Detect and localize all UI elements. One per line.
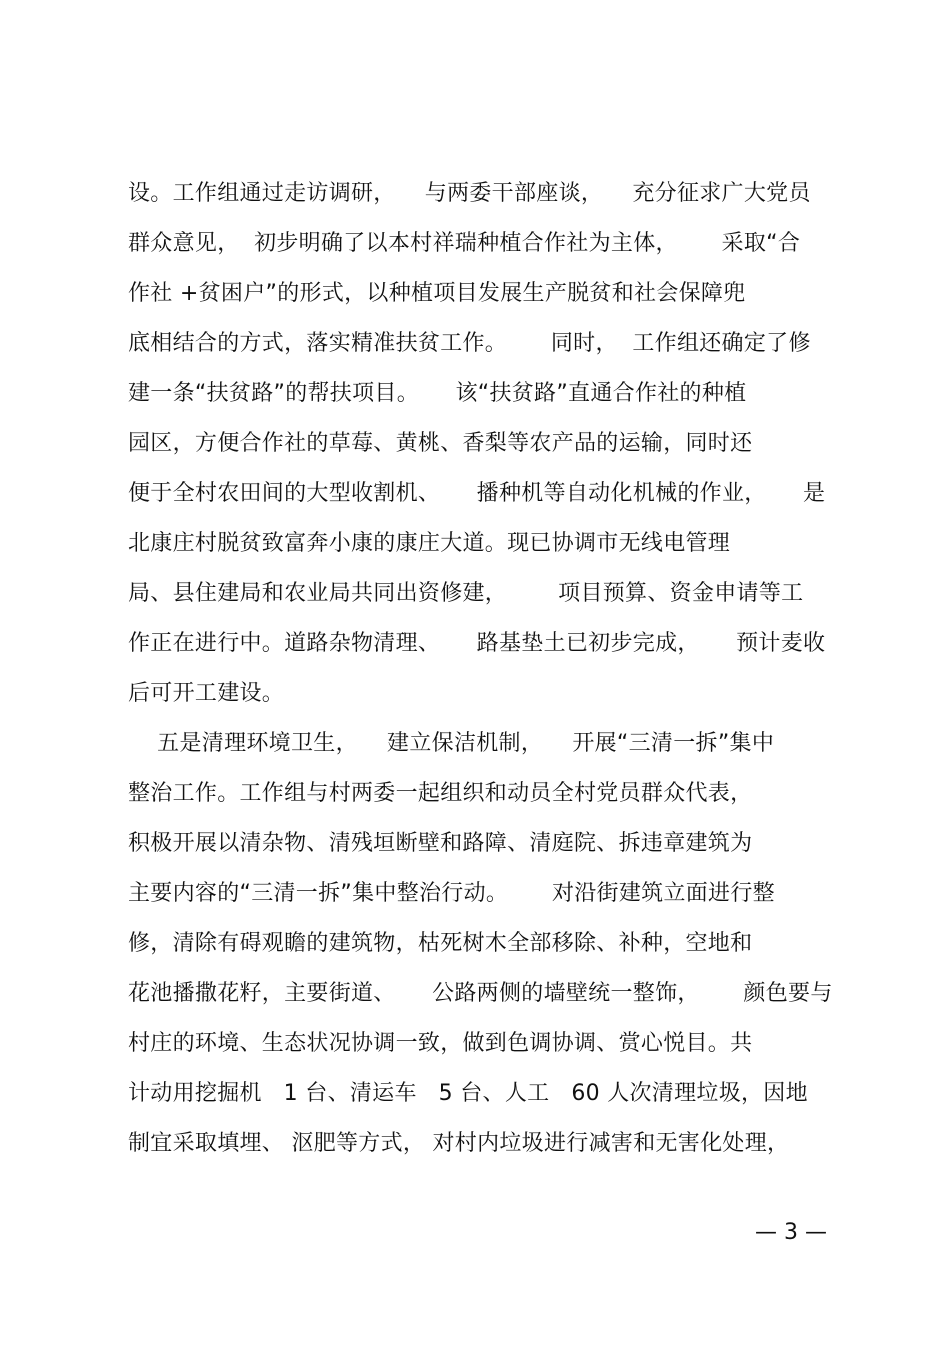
text-line-9: 局、县住建局和农业局共同出资修建， 项目预算、资金申请等工	[128, 581, 804, 606]
text-line-15: 主要内容的“三清一拆”集中整治行动。 对沿街建筑立面进行整	[128, 881, 775, 906]
text-line-13: 整治工作。工作组与村两委一起组织和动员全村党员群众代表，	[128, 781, 753, 806]
text-line-1: 设。工作组通过走访调研， 与两委干部座谈， 充分征求广大党员	[128, 181, 811, 206]
text-line-12: 五是清理环境卫生， 建立保洁机制， 开展“三清一拆”集中	[128, 731, 775, 756]
text-line-4: 底相结合的方式，落实精准扶贫工作。 同时， 工作组还确定了修	[128, 331, 811, 356]
text-line-16: 修，清除有碍观瞻的建筑物，枯死树木全部移除、补种，空地和	[128, 931, 753, 956]
text-line-18: 村庄的环境、生态状况协调一致，做到色调协调、赏心悦目。共	[128, 1031, 753, 1056]
text-line-20: 制宜采取填埋、 沤肥等方式， 对村内垃圾进行减害和无害化处理，	[128, 1131, 790, 1156]
page-number: — 3 —	[755, 1220, 827, 1245]
text-line-8: 北康庄村脱贫致富奔小康的康庄大道。现已协调市无线电管理	[128, 531, 731, 556]
text-line-17: 花池播撒花籽，主要街道、 公路两侧的墙壁统一整饰， 颜色要与	[128, 981, 833, 1006]
text-line-5: 建一条“扶贫路”的帮扶项目。 该“扶贫路”直通合作社的种植	[128, 381, 747, 406]
text-line-14: 积极开展以清杂物、清残垣断壁和路障、清庭院、拆违章建筑为	[128, 831, 753, 856]
text-line-19: 计动用挖掘机 1 台、清运车 5 台、人工 60 人次清理垃圾，因地	[128, 1081, 808, 1106]
text-line-3: 作社 +贫困户”的形式，以种植项目发展生产脱贫和社会保障兜	[128, 281, 746, 306]
text-line-6: 园区，方便合作社的草莓、黄桃、香梨等农产品的运输，同时还	[128, 431, 753, 456]
text-line-11: 后可开工建设。	[128, 681, 285, 706]
text-line-7: 便于全村农田间的大型收割机、 播种机等自动化机械的作业， 是	[128, 481, 826, 506]
text-line-10: 作正在进行中。道路杂物清理、 路基垫土已初步完成， 预计麦收	[128, 631, 826, 656]
text-line-2: 群众意见， 初步明确了以本村祥瑞种植合作社为主体， 采取“合	[128, 231, 801, 256]
